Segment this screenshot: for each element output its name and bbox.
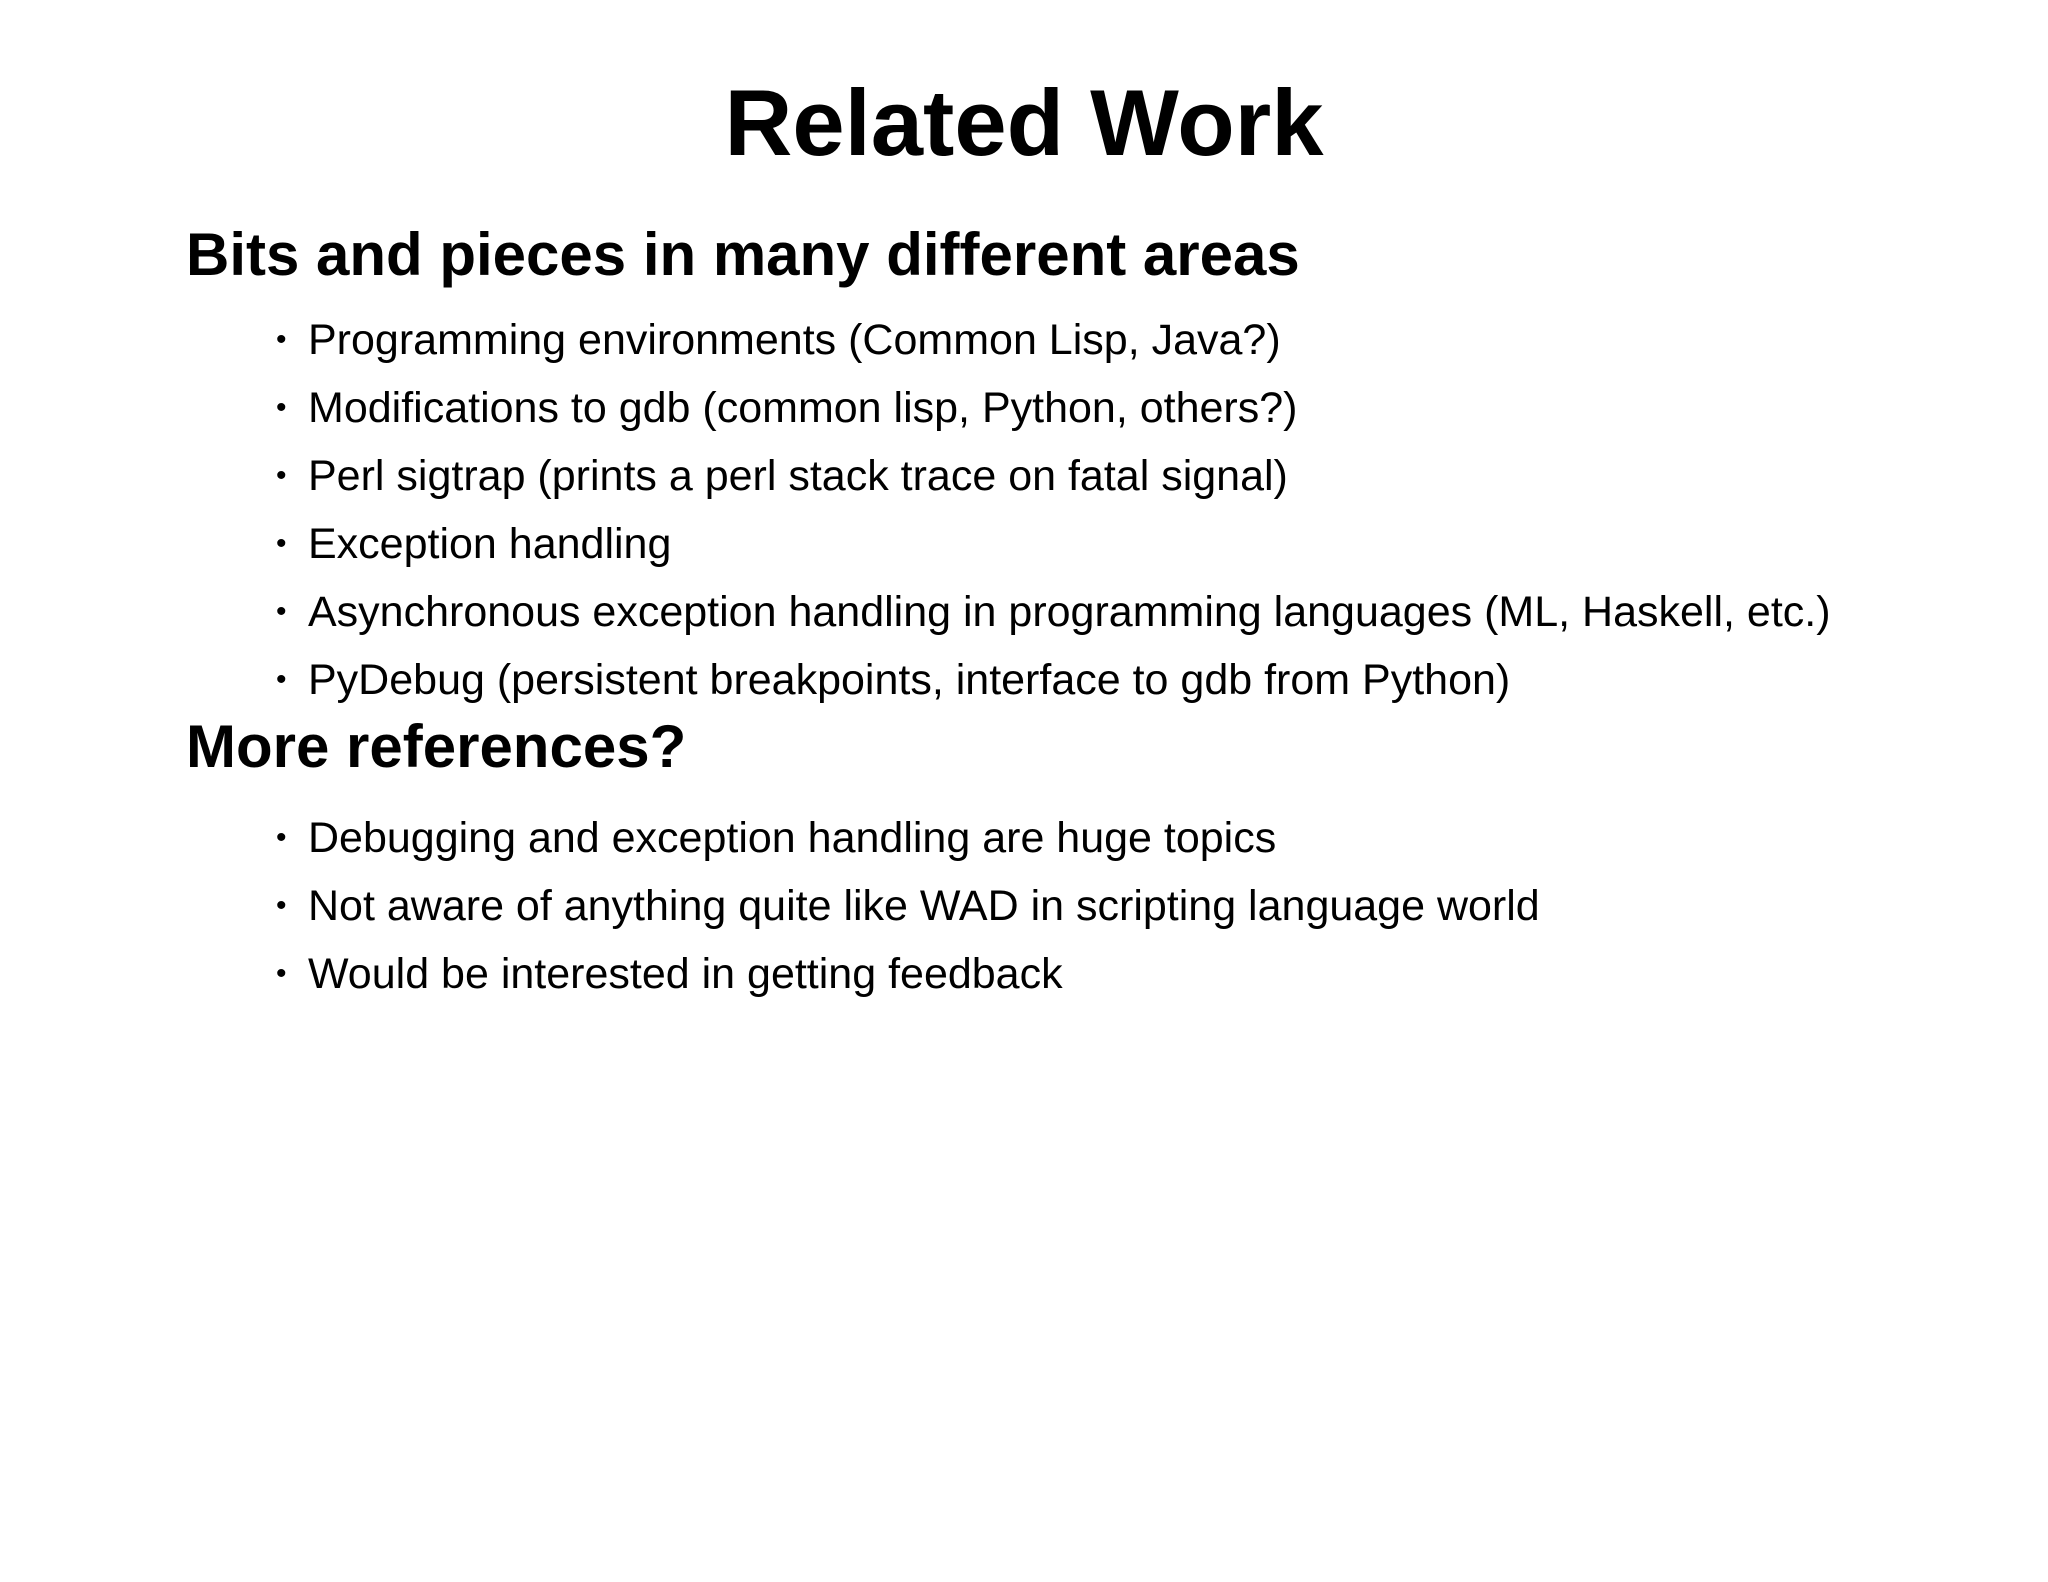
bullet-text: Debugging and exception handling are huge topics xyxy=(308,814,1277,862)
bullet-list-related-areas xyxy=(276,306,1831,714)
list-item xyxy=(276,442,1831,510)
bullet-text: Exception handling xyxy=(308,520,672,568)
bullet-text: Programming environments (Common Lisp, Java?) xyxy=(308,316,1281,364)
bullet-list-more-references xyxy=(276,804,1540,1008)
bullet-icon: • xyxy=(276,527,287,560)
list-item xyxy=(276,374,1831,442)
bullet-icon: • xyxy=(276,663,287,696)
bullet-text: PyDebug (persistent breakpoints, interface to gdb from Python) xyxy=(308,656,1511,704)
list-item xyxy=(276,510,1831,578)
bullet-icon: • xyxy=(276,957,287,990)
section-heading-more-references: More references? xyxy=(186,713,687,780)
list-item xyxy=(276,306,1831,374)
list-item xyxy=(276,804,1540,872)
list-item xyxy=(276,940,1540,1008)
bullet-icon: • xyxy=(276,323,287,356)
bullet-text: Perl sigtrap (prints a perl stack trace on fatal signal) xyxy=(308,452,1288,500)
bullet-icon: • xyxy=(276,889,287,922)
bullet-icon: • xyxy=(276,391,287,424)
bullet-text: Modifications to gdb (common lisp, Python, others?) xyxy=(308,384,1298,432)
bullet-icon: • xyxy=(276,595,287,628)
section-heading-bits-and-pieces: Bits and pieces in many different areas xyxy=(186,221,1300,288)
list-item xyxy=(276,646,1831,714)
bullet-text: Not aware of anything quite like WAD in scripting language world xyxy=(308,882,1540,930)
bullet-icon: • xyxy=(276,821,287,854)
slide-title: Related Work xyxy=(724,70,1324,175)
bullet-icon: • xyxy=(276,459,287,492)
bullet-text: Asynchronous exception handling in programming languages (ML, Haskell, etc.) xyxy=(308,588,1831,636)
bullet-text: Would be interested in getting feedback xyxy=(308,950,1063,998)
list-item xyxy=(276,872,1540,940)
list-item xyxy=(276,578,1831,646)
